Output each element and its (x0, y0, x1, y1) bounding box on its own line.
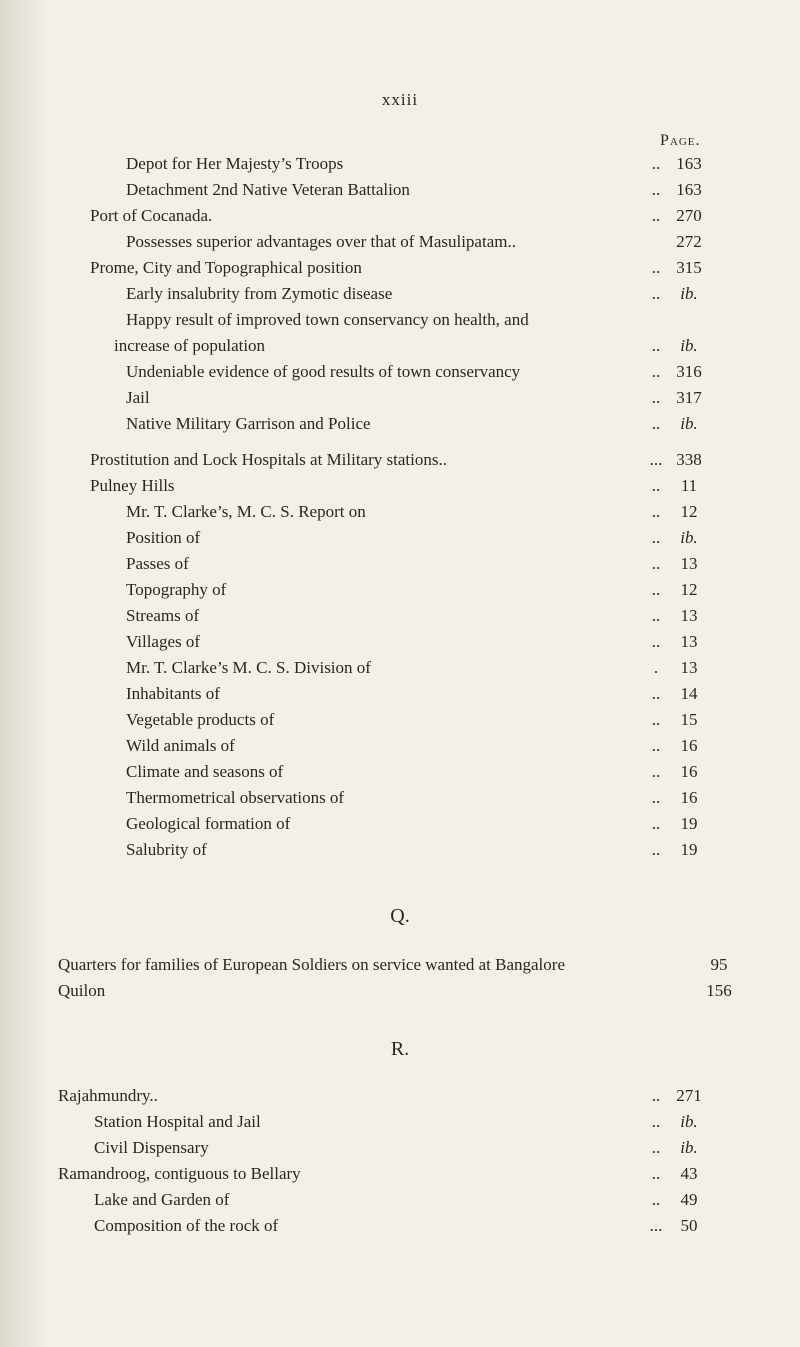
page-number: 315 (676, 258, 702, 277)
entry-text: Topography of (126, 580, 227, 599)
index-entry (0, 955, 800, 981)
entry-text: Villages of (126, 632, 201, 651)
page-number: 13 (680, 606, 698, 625)
entry-text: Ramandroog, contiguous to Bellary (58, 1164, 301, 1183)
index-entry (0, 814, 800, 840)
entry-text: Quarters for families of European Soldiers on service wanted at Bangalore (58, 955, 565, 974)
page-number: 19 (680, 814, 698, 833)
leader-dots: .. (651, 684, 661, 703)
entry-text: Undeniable evidence of good results of town conservancy (126, 362, 521, 381)
leader-dots: .. (651, 528, 661, 547)
page-column-head: Page. (660, 132, 701, 149)
page-number: ib. (680, 336, 698, 355)
page-number: ib. (680, 1112, 698, 1131)
entry-text: Detachment 2nd Native Veteran Battalion (126, 180, 410, 199)
leader-dots: .. (651, 1112, 661, 1131)
index-entry (0, 258, 800, 284)
leader-dots: .. (651, 388, 661, 407)
page-number: 272 (676, 232, 702, 251)
page-number: ib. (680, 1138, 698, 1157)
index-entry (0, 206, 800, 232)
leader-dots: .. (651, 606, 661, 625)
page-number: 163 (676, 154, 702, 173)
section-letter-q: Q. (390, 905, 410, 927)
leader-dots: . (653, 658, 659, 677)
page-number: 13 (680, 658, 698, 677)
page-number: 13 (680, 632, 698, 651)
index-entry (0, 981, 800, 1007)
entry-text: Port of Cocanada. (90, 206, 213, 225)
index-entry (0, 710, 800, 736)
entry-text: Position of (126, 528, 201, 547)
index-entry (0, 554, 800, 580)
page-number: 12 (680, 580, 698, 599)
entry-text: Pulney Hills (90, 476, 175, 495)
index-entry (0, 762, 800, 788)
page-number: 43 (680, 1164, 698, 1183)
leader-dots: .. (651, 206, 661, 225)
leader-dots: .. (651, 736, 661, 755)
entry-text: Happy result of improved town conservancy on health, and (126, 310, 529, 329)
index-entry (0, 606, 800, 632)
leader-dots: .. (651, 814, 661, 833)
page-number: 19 (680, 840, 698, 859)
index-entry (0, 1112, 800, 1138)
page-number: 15 (680, 710, 698, 729)
page-number: 16 (680, 788, 698, 807)
index-entry (0, 528, 800, 554)
entry-text: Prome, City and Topographical position (90, 258, 362, 277)
index-entry (0, 388, 800, 414)
entry-text: Vegetable products of (126, 710, 275, 729)
entry-text: Jail (126, 388, 150, 407)
page-number: 163 (676, 180, 702, 199)
leader-dots: .. (651, 1138, 661, 1157)
leader-dots: .. (651, 476, 661, 495)
index-entry (0, 336, 800, 362)
index-entry (0, 362, 800, 388)
index-entry (0, 632, 800, 658)
index-entry (0, 788, 800, 814)
leader-dots: .. (651, 284, 661, 303)
entry-text: Wild animals of (126, 736, 235, 755)
page-number: 13 (680, 554, 698, 573)
index-entry (0, 1190, 800, 1216)
leader-dots: .. (651, 554, 661, 573)
page-number: ib. (680, 414, 698, 433)
index-entry (0, 232, 800, 258)
index-entry (0, 154, 800, 180)
entry-text: Rajahmundry.. (58, 1086, 158, 1105)
entry-text: increase of population (114, 336, 266, 355)
page-number: 95 (710, 955, 728, 974)
leader-dots: .. (651, 180, 661, 199)
leader-dots: .. (651, 362, 661, 381)
page-number: 14 (680, 684, 698, 703)
index-entry (0, 1216, 800, 1242)
index-entry (0, 1138, 800, 1164)
leader-dots: .. (651, 154, 661, 173)
index-entry (0, 450, 800, 476)
leader-dots: .. (651, 336, 661, 355)
page-number: 316 (676, 362, 702, 381)
entry-text: Lake and Garden of (94, 1190, 230, 1209)
entry-text: Mr. T. Clarke’s, M. C. S. Report on (126, 502, 366, 521)
leader-dots: .. (651, 1086, 661, 1105)
entry-text: Possesses superior advantages over that of Masulipatam.. (126, 232, 516, 251)
page-number: 49 (680, 1190, 698, 1209)
index-entry (0, 1164, 800, 1190)
leader-dots: .. (651, 502, 661, 521)
page-number: ib. (680, 528, 698, 547)
page-number: 11 (680, 476, 698, 495)
leader-dots: .. (651, 762, 661, 781)
entry-text: Native Military Garrison and Police (126, 414, 371, 433)
leader-dots: ... (649, 1216, 663, 1235)
index-entry (0, 502, 800, 528)
entry-text: Early insalubrity from Zymotic disease (126, 284, 393, 303)
index-entry (0, 658, 800, 684)
entry-text: Salubrity of (126, 840, 207, 859)
entry-text: Streams of (126, 606, 200, 625)
index-entry (0, 736, 800, 762)
page-number: ib. (680, 284, 698, 303)
index-entry (0, 414, 800, 440)
entry-text: Inhabitants of (126, 684, 220, 703)
section-letter-r: R. (390, 1038, 410, 1060)
page-number: 12 (680, 502, 698, 521)
leader-dots: .. (651, 632, 661, 651)
entry-text: Civil Dispensary (94, 1138, 209, 1157)
leader-dots: .. (651, 710, 661, 729)
page-number: 271 (676, 1086, 702, 1105)
page-number: 317 (676, 388, 702, 407)
index-entry (0, 476, 800, 502)
index-entry (0, 580, 800, 606)
leader-dots: .. (651, 580, 661, 599)
entry-text: Prostitution and Lock Hospitals at Military stations.. (90, 450, 447, 469)
page-number: 16 (680, 762, 698, 781)
entry-text: Passes of (126, 554, 189, 573)
entry-text: Composition of the rock of (94, 1216, 279, 1235)
entry-text: Quilon (58, 981, 106, 1000)
page-number: 16 (680, 736, 698, 755)
index-entry (0, 310, 800, 336)
leader-dots: .. (651, 414, 661, 433)
leader-dots: .. (651, 1164, 661, 1183)
leader-dots: .. (651, 1190, 661, 1209)
index-entry (0, 684, 800, 710)
page-number: 338 (676, 450, 702, 469)
entry-text: Station Hospital and Jail (94, 1112, 261, 1131)
leader-dots: ... (649, 450, 663, 469)
page-number: 50 (680, 1216, 698, 1235)
page-number: 270 (676, 206, 702, 225)
leader-dots: .. (651, 788, 661, 807)
entry-text: Thermometrical observations of (126, 788, 345, 807)
index-entry (0, 1086, 800, 1112)
entry-text: Mr. T. Clarke’s M. C. S. Division of (126, 658, 371, 677)
page-number: 156 (706, 981, 732, 1000)
entry-text: Climate and seasons of (126, 762, 284, 781)
entry-text: Geological formation of (126, 814, 291, 833)
index-entry (0, 180, 800, 206)
index-entry (0, 284, 800, 310)
page-folio: xxiii (381, 90, 419, 109)
leader-dots: .. (651, 840, 661, 859)
index-entry (0, 840, 800, 866)
entry-text: Depot for Her Majesty’s Troops (126, 154, 344, 173)
leader-dots: .. (651, 258, 661, 277)
